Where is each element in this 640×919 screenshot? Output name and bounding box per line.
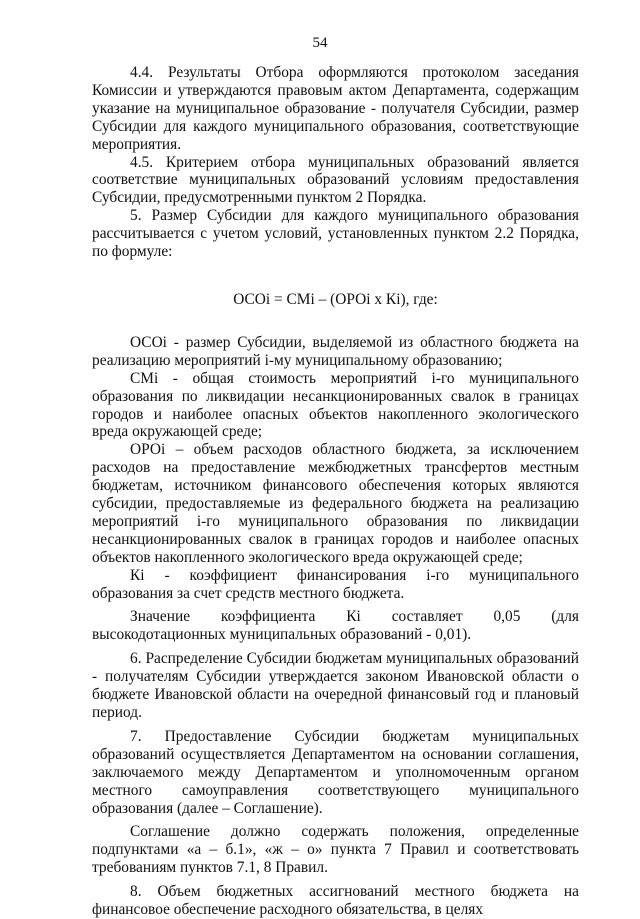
paragraph-4-5: 4.5. Критерием отбора муниципальных образований является соответствие муниципальных образований условиям предоставления Субсидии, предусмотренными пунктом 2 Порядка. <box>92 153 579 207</box>
agreement-paragraph: Соглашение должно содержать положения, определенные подпунктами «а – б.1», «ж – о» пункта 7 Правил и соответствовать требованиям пунктов 7.1, 8 Правил. <box>92 823 579 877</box>
definition-k: Кi - коэффициент финансирования i-го муниципального образования за счет средств местного бюджета. <box>92 566 579 602</box>
coefficient-value-paragraph: Значение коэффициента Кi составляет 0,05 (для высокодотационных муниципальных образований - 0,01). <box>92 608 579 644</box>
paragraph-4-4: 4.4. Результаты Отбора оформляются протоколом заседания Комиссии и утверждаются правовым актом Департамента, содержащим указание на муниципальное образование - получателя Субсидии, размер Субсидии для каждого муниципального образования, соответствующие мероприятия. <box>92 64 579 153</box>
paragraph-5: 5. Размер Субсидии для каждого муниципального образования рассчитывается с учетом условий, установленных пунктом 2.2 Порядка, по формуле: <box>92 207 579 261</box>
page-number: 54 <box>312 35 328 51</box>
paragraph-8: 8. Объем бюджетных ассигнований местного бюджета на финансовое обеспечение расходного обязательства, в целях <box>92 883 579 919</box>
definition-cm: СМi - общая стоимость мероприятий i-го муниципального образования по ликвидации несанкционированных свалок в границах городов и наиболее опасных объектов накопленного экологического вреда окружающей среде; <box>92 369 579 441</box>
document-body <box>92 64 579 919</box>
paragraph-6: 6. Распределение Субсидии бюджетам муниципальных образований - получателям Субсидии утверждается законом Ивановской области о бюджете Ивановской области на очередной финансовый год и плановый период. <box>92 650 579 721</box>
definition-oso: ОСОi - размер Субсидии, выделяемой из областного бюджета на реализацию мероприятий i-му муниципальному образованию; <box>92 333 579 369</box>
paragraph-7: 7. Предоставление Субсидии бюджетам муниципальных образований осуществляется Департаментом на основании соглашения, заключаемого между Департаментом и уполномоченным органом местного самоуправления соответствующего муниципального образования (далее – Соглашение). <box>92 727 579 817</box>
definition-oro: ОРОi – объем расходов областного бюджета, за исключением расходов на предоставление межбюджетных трансфертов местным бюджетам, источником финансового обеспечения которых являются субсидии, предоставляемые из федерального бюджета на реализацию мероприятий i-го муниципального образования по ликвидации несанкционированных свалок в границах городов и наиболее опасных объектов накопленного экологического вреда окружающей среде; <box>92 441 579 566</box>
subsidy-formula: ОСОi = СМi – (ОРОi x Кi), где: <box>233 290 438 308</box>
